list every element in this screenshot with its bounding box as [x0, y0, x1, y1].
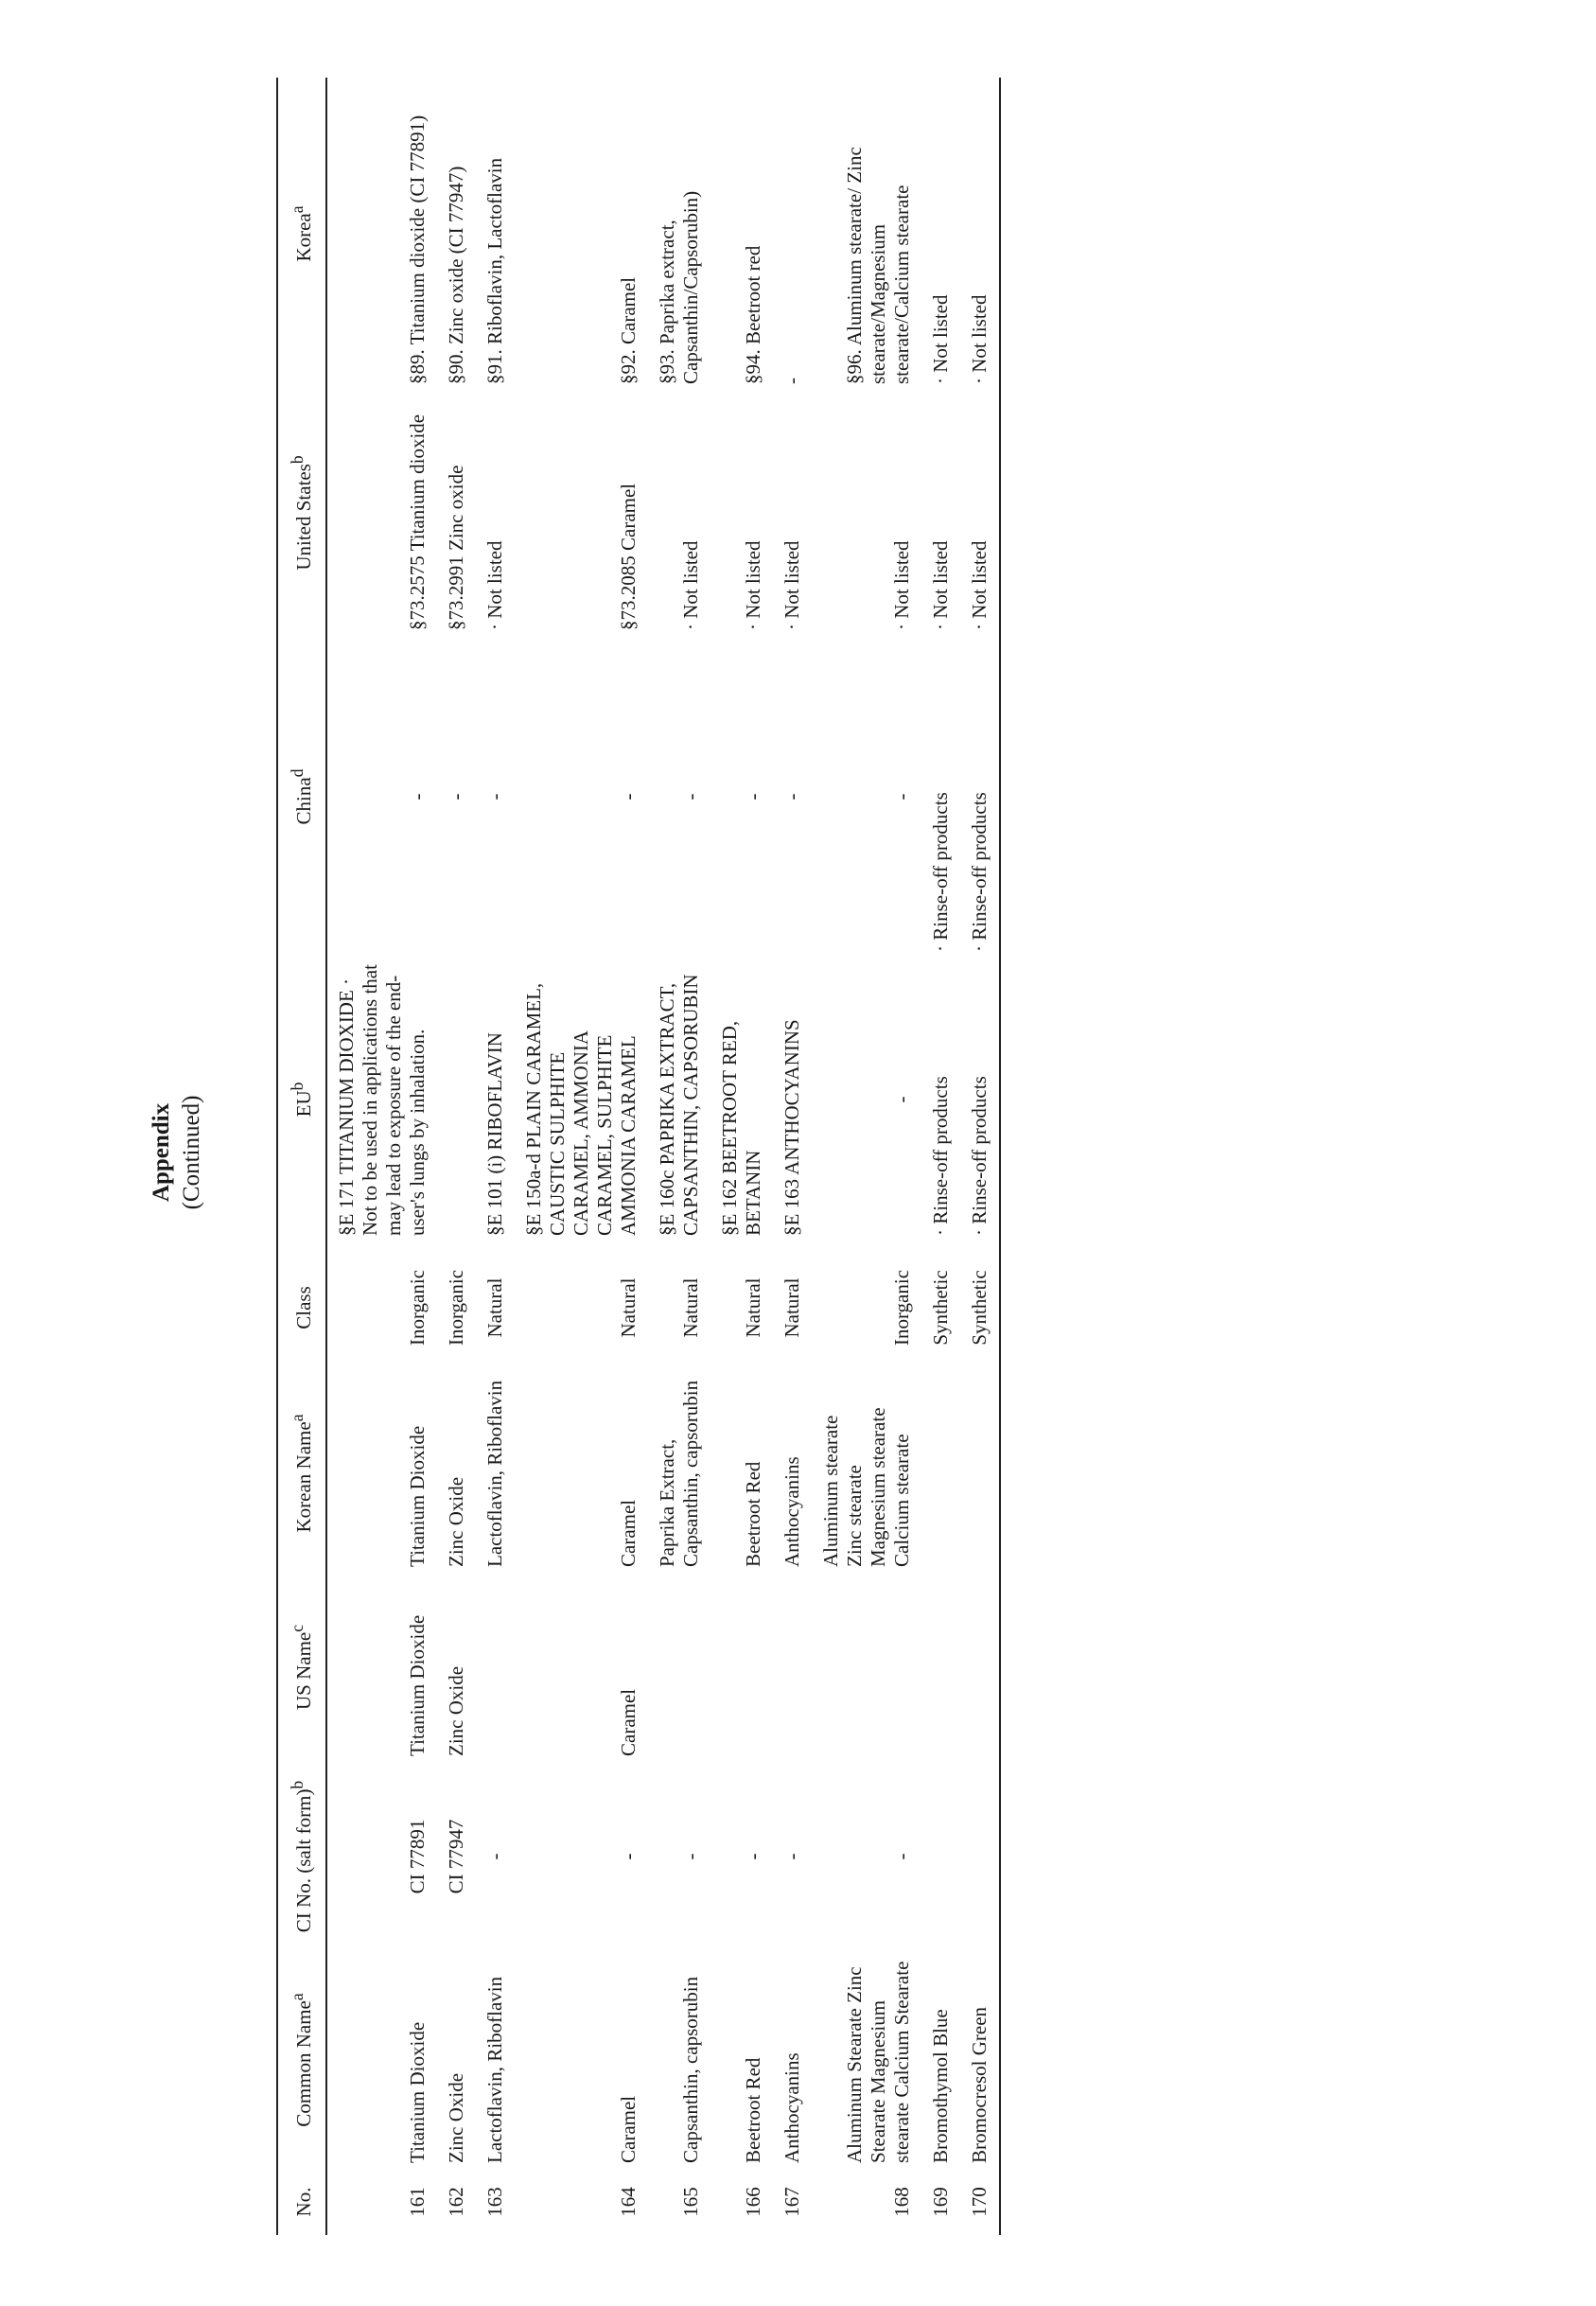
cell-united-states: §73.2991 Zinc oxide [445, 465, 467, 630]
cell-no: 165 [679, 2187, 702, 2217]
cell-ci-no: - [483, 1853, 506, 1860]
cell-no: 169 [929, 2187, 952, 2217]
cell-united-states: · Not listed [929, 540, 952, 630]
appendix-subtitle: (Continued) [179, 1095, 204, 1210]
cell-korean-name: Aluminum stearate Zinc stearate Magnesium stearate Calcium stearate [819, 1407, 913, 1567]
cell-common-name: Lactoflavin, Riboflavin [483, 1976, 506, 2163]
cell-china: - [617, 793, 640, 801]
cell-united-states: · Not listed [483, 540, 506, 630]
cell-china: - [780, 793, 803, 801]
cell-eu: · Rinse-off products [929, 1076, 952, 1236]
cell-korea: · Not listed [968, 294, 991, 384]
cell-eu: - [890, 1096, 913, 1103]
cell-korean-name: Beetroot Red [742, 1461, 764, 1567]
cell-ci-no: - [679, 1853, 702, 1860]
cell-united-states: · Not listed [780, 540, 803, 630]
cell-china: · Rinse-off products [968, 792, 991, 952]
cell-united-states: · Not listed [890, 540, 913, 630]
cell-us-name: Zinc Oxide [445, 1665, 467, 1756]
cell-eu: §E 160c PAPRIKA EXTRACT, CAPSANTHIN, CAPSORUBIN [656, 974, 702, 1236]
cell-no: 161 [406, 2187, 429, 2217]
cell-korea: §89. Titanium dioxide (CI 77891) [406, 114, 429, 384]
table-row [710, 78, 773, 2235]
cell-common-name: Beetroot Red [742, 2057, 764, 2163]
cell-united-states: §73.2575 Titanium dioxide [406, 414, 429, 630]
table-row [773, 78, 812, 2235]
cell-no: 163 [483, 2187, 506, 2217]
cell-ci-no: - [742, 1853, 764, 1860]
table-row [437, 78, 476, 2235]
table-row [326, 78, 437, 2235]
appendix-table-container [276, 78, 1412, 2235]
column-header: Common Name$^a$ [288, 1993, 315, 2127]
cell-ci-no: CI 77891 [406, 1819, 429, 1894]
cell-ci-no [960, 1762, 1000, 1951]
cell-us-name [648, 1573, 710, 1762]
cell-korean-name: Lactoflavin, Riboflavin [483, 1380, 506, 1567]
cell-no: 170 [968, 2187, 991, 2217]
cell-no: 164 [617, 2187, 640, 2217]
cell-united-states: · Not listed [742, 540, 764, 630]
cell-korea: §90. Zinc oxide (CI 77947) [445, 166, 467, 384]
cell-us-name: Caramel [617, 1688, 640, 1756]
table-row [960, 78, 1000, 2235]
appendix-table [276, 78, 1001, 2235]
cell-common-name: Capsanthin, capsorubin [679, 1976, 702, 2163]
cell-class: Natural [679, 1277, 702, 1338]
cell-common-name: Caramel [617, 2095, 640, 2163]
cell-us-name [476, 1573, 515, 1762]
cell-eu [437, 958, 476, 1241]
column-header: CI No. (salt form)$^b$ [288, 1780, 315, 1933]
cell-eu: §E 171 TITANIUM DIOXIDE · Not to be used in applications that may lead to exposure of the end-user's lungs by inhalation. [335, 964, 429, 1236]
cell-class: Natural [617, 1277, 640, 1338]
cell-us-name [773, 1573, 812, 1762]
page-title [147, 1077, 222, 1228]
cell-korean-name: Paprika Extract, Capsanthin, capsorubin [656, 1380, 702, 1567]
cell-korean-name: Zinc Oxide [445, 1476, 467, 1567]
cell-china: · Rinse-off products [929, 792, 952, 952]
cell-eu: §E 162 BEETROOT RED, BETANIN [718, 1020, 764, 1236]
cell-common-name: Zinc Oxide [445, 2072, 467, 2163]
column-header: No. [292, 2187, 315, 2217]
cell-korean-name [921, 1374, 960, 1573]
column-header: Class [292, 1286, 315, 1329]
cell-common-name: Bromocresol Green [968, 2006, 991, 2163]
cell-eu: §E 150a-d PLAIN CARAMEL, CAUSTIC SULPHITE CARAMEL, AMMONIA CARAMEL, SULPHITE AMMONIA CARAMEL [522, 982, 640, 1236]
cell-korea: §91. Riboflavin, Lactoflavin [483, 157, 506, 384]
cell-eu: · Rinse-off products [968, 1076, 991, 1236]
cell-us-name [960, 1573, 1000, 1762]
cell-china: - [445, 793, 467, 801]
cell-korea: - [780, 378, 803, 384]
cell-class: Natural [483, 1277, 506, 1338]
cell-korean-name: Anthocyanins [780, 1456, 803, 1567]
table-row [515, 78, 648, 2235]
cell-no: 168 [890, 2187, 913, 2217]
cell-class: Natural [742, 1277, 764, 1338]
column-header: $EU^b$ [288, 1082, 315, 1118]
cell-class: Synthetic [929, 1270, 952, 1346]
column-header: China$^d$ [288, 768, 315, 825]
table-row [648, 78, 710, 2235]
cell-korea: §96. Aluminum stearate/ Zinc stearate/Magnesium stearate/Calcium stearate [843, 147, 913, 384]
cell-china: - [483, 793, 506, 801]
cell-common-name: Titanium Dioxide [406, 2021, 429, 2163]
table-row [476, 78, 515, 2235]
cell-class: Inorganic [890, 1269, 913, 1347]
cell-no: 167 [780, 2187, 803, 2217]
cell-united-states: · Not listed [679, 540, 702, 630]
cell-common-name: Anthocyanins [780, 2052, 803, 2163]
cell-korean-name: Caramel [617, 1499, 640, 1567]
cell-class: Inorganic [445, 1269, 467, 1347]
cell-korea: §94. Beetroot red [742, 245, 764, 384]
cell-eu: §E 101 (i) RIBOFLAVIN [483, 1032, 506, 1236]
cell-common-name: Aluminum Stearate Zinc Stearate Magnesium stearate Calcium Stearate [843, 1961, 913, 2163]
cell-us-name [710, 1573, 773, 1762]
cell-china: - [742, 793, 764, 801]
cell-ci-no: - [617, 1853, 640, 1860]
cell-no: 162 [445, 2187, 467, 2217]
cell-united-states: · Not listed [968, 540, 991, 630]
cell-korea: · Not listed [929, 294, 952, 384]
column-header: Korean Name$^a$ [288, 1414, 315, 1533]
cell-class: Natural [780, 1277, 803, 1338]
cell-common-name: Bromothymol Blue [929, 2009, 952, 2163]
cell-us-name [921, 1573, 960, 1762]
cell-korean-name: Titanium Dioxide [406, 1425, 429, 1567]
cell-korean-name [960, 1374, 1000, 1573]
cell-united-states: §73.2085 Caramel [617, 483, 640, 630]
cell-no: 166 [742, 2187, 764, 2217]
cell-china: - [890, 793, 913, 801]
cell-ci-no: CI 77947 [445, 1819, 467, 1894]
cell-ci-no: - [890, 1853, 913, 1860]
table-row [921, 78, 960, 2235]
appendix-title: Appendix [149, 1102, 174, 1203]
cell-class: Synthetic [968, 1270, 991, 1346]
cell-us-name [812, 1573, 921, 1762]
cell-korea: §93. Paprika extract, Capsanthin/Capsorubin) [656, 190, 702, 384]
column-header: United States$^b$ [288, 455, 315, 571]
cell-ci-no [921, 1762, 960, 1951]
cell-korea: §92. Caramel [617, 276, 640, 384]
cell-us-name: Titanium Dioxide [406, 1614, 429, 1756]
cell-china: - [679, 793, 702, 801]
column-header: Korea$^a$ [288, 205, 315, 262]
cell-eu: §E 163 ANTHOCYANINS [780, 1019, 803, 1236]
table-row [812, 78, 921, 2235]
cell-china: - [406, 793, 429, 801]
column-header: US Name$^c$ [288, 1624, 315, 1711]
cell-class: Inorganic [406, 1269, 429, 1347]
cell-ci-no: - [780, 1853, 803, 1860]
table-header-row [277, 78, 326, 2235]
